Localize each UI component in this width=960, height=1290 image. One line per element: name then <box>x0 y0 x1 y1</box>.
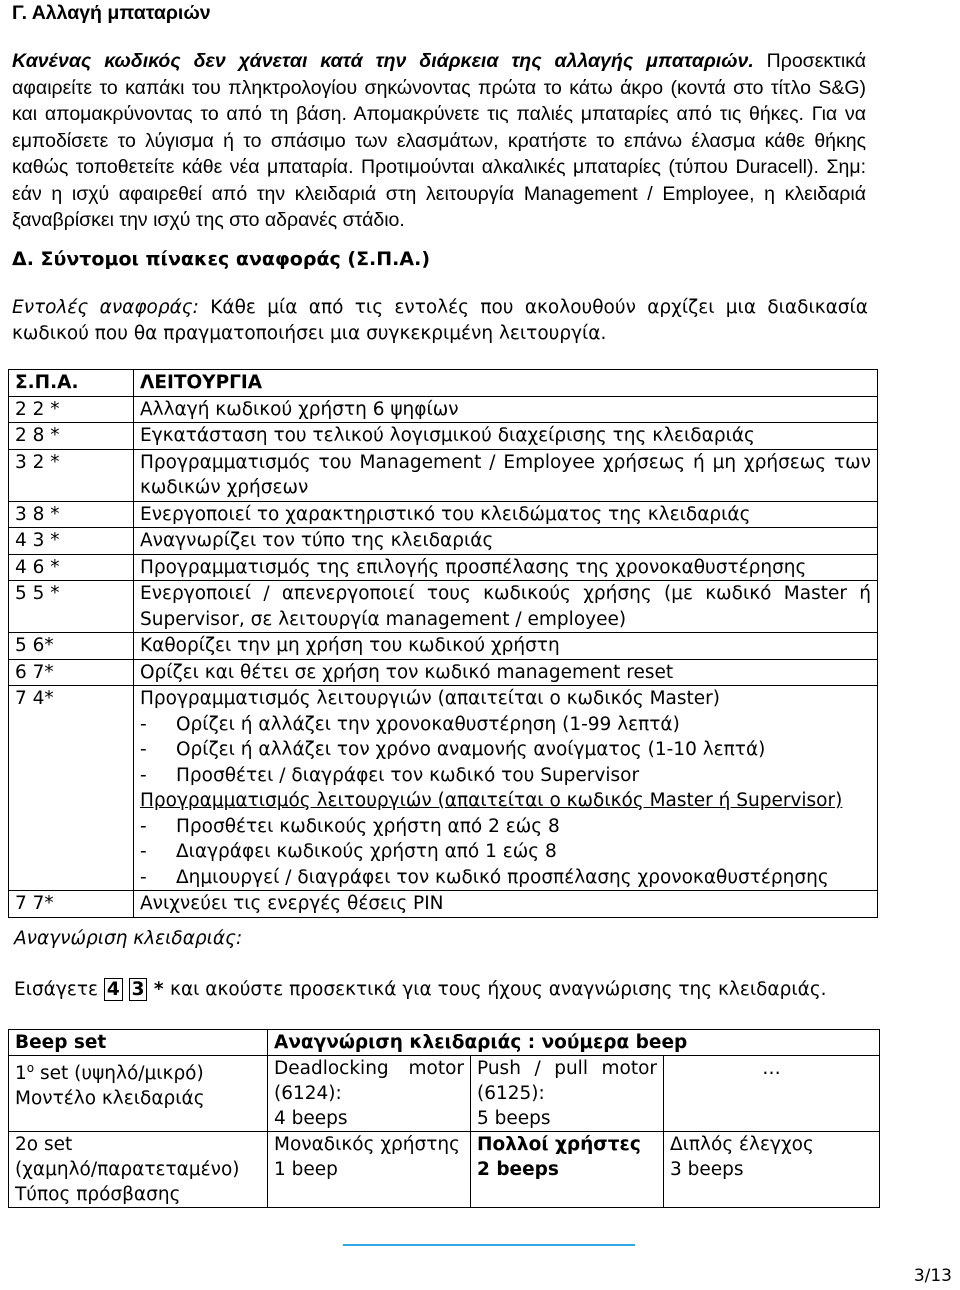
key-3: 3 <box>129 978 148 1001</box>
section-g-note: Σημ: εάν η ισχύ αφαιρεθεί από την κλειδαριά στη λειτουργία Management / Employee, η κλειδαριά ξαναβρίσκει την ισχύ της στο αδρανές στάδιο. <box>12 156 866 231</box>
list-item-text: Προσθέτει / διαγράφει τον κωδικό του Supervisor <box>176 764 640 786</box>
section-d-intro <box>12 295 868 347</box>
beep-set-1-sup: o <box>26 1061 35 1075</box>
spa-function: Ορίζει και θέτει σε χρήση τον κωδικό management reset <box>134 659 878 686</box>
section-d-intro-label: Εντολές αναφοράς: <box>12 297 199 318</box>
beep-set-2-type: (χαμηλό/παρατεταμένο) <box>15 1159 240 1180</box>
spa-function: Προγραμματισμός της επιλογής προσπέλασης της χρονοκαθυστέρησης <box>134 554 878 581</box>
beep-cell <box>471 1056 664 1132</box>
beep-cell: … <box>664 1056 880 1132</box>
beep-set-1-num: 1 <box>15 1063 27 1085</box>
beep-cell <box>664 1132 880 1208</box>
spa-code: 6 7* <box>9 659 134 686</box>
spa-code: 3 8 * <box>9 501 134 528</box>
list-dash: - <box>140 866 147 888</box>
beep-cell-line: Μοναδικός χρήστης <box>274 1134 460 1155</box>
table-row <box>9 501 878 528</box>
spa-function: Καθορίζει την μη χρήση του κωδικού χρήστη <box>134 633 878 660</box>
list-item <box>140 737 871 763</box>
beep-set-2-label: 2ο set <box>15 1134 73 1155</box>
spa-header-function: ΛΕΙΤΟΥΡΓΙΑ <box>134 370 878 397</box>
list-dash: - <box>140 815 147 837</box>
spa-code: 2 8 * <box>9 423 134 450</box>
section-d-intro-text: Κάθε μία από τις εντολές που ακολουθούν αρχίζει μια διαδικασία κωδικού που θα πραγματοποιήσει μια συγκεκριμένη λειτουργία. <box>12 297 868 344</box>
beep-header-set: Beep set <box>9 1030 268 1056</box>
list-dash: - <box>140 841 147 862</box>
list-item <box>140 839 871 865</box>
list-item-text: Διαγράφει κωδικούς χρήστη από 1 εώς 8 <box>176 841 557 862</box>
beep-set-1-label: set (υψηλό/μικρό) <box>34 1063 204 1085</box>
section-g-text: Προσεκτικά αφαιρείτε το καπάκι του πληκτρολογίου σηκώνοντας πρώτα το κάτω άκρο (κοντά στο τίτλο S&G) και απομακρύνοντας το από τη βάση. Απομακρύνετε τις παλιές μπαταρίες από τις θήκες. Για να εμποδίσετε το λύγισμα ή το σπάσιμο των ελασμάτων, κρατήστε το επάνω έλασμα κάθε θήκης καθώς τοποθετείτε κάθε νέα μπαταρία. Προτιμούνται αλκαλικές μπαταρίες (τύπου Duracell). <box>12 50 866 178</box>
beep-cell <box>268 1056 471 1132</box>
spa-code: 4 3 * <box>9 528 134 555</box>
list-item-text: Προσθέτει κωδικούς χρήστη από 2 εώς 8 <box>176 815 560 837</box>
spa-function: Αλλαγή κωδικού χρήστη 6 ψηφίων <box>134 396 878 423</box>
spa-function: Ενεργοποιεί το χαρακτηριστικό του κλειδώματος της κλειδαριάς <box>134 501 878 528</box>
beep-table <box>8 1029 880 1208</box>
recognition-title: Αναγνώριση κλειδαριάς: <box>14 928 243 949</box>
table-row <box>9 423 878 450</box>
spa-function-program <box>134 686 878 891</box>
list-dash: - <box>140 764 147 786</box>
spa-code: 3 2 * <box>9 449 134 501</box>
spa-code: 5 5 * <box>9 581 134 633</box>
spa-code: 4 6 * <box>9 554 134 581</box>
beep-cell-line: 4 beeps <box>274 1108 348 1129</box>
list-dash: - <box>140 739 147 760</box>
spa-function: Εγκατάσταση του τελικού λογισμικού διαχείρισης της κλειδαριάς <box>134 423 878 450</box>
list-item <box>140 814 871 840</box>
table-row <box>9 396 878 423</box>
spa-code: 7 4* <box>9 686 134 891</box>
beep-cell <box>471 1132 664 1208</box>
list-item-text: Ορίζει ή αλλάζει την χρονοκαθυστέρηση (1-99 λεπτά) <box>176 713 680 735</box>
spa-code: 5 6* <box>9 633 134 660</box>
spa-function: Αναγνωρίζει τον τύπο της κλειδαριάς <box>134 528 878 555</box>
table-row <box>9 581 878 633</box>
beep-cell <box>268 1132 471 1208</box>
list-item <box>140 763 871 789</box>
table-header-row <box>9 370 878 397</box>
table-row <box>9 659 878 686</box>
beep-cell-line: 5 beeps <box>477 1108 551 1129</box>
beep-cell-line: (6125): <box>477 1083 545 1104</box>
beep-header-recognition: Αναγνώριση κλειδαριάς : νούμερα beep <box>268 1030 880 1056</box>
section-g-paragraph <box>12 48 866 234</box>
spa-header-code: Σ.Π.Α. <box>9 370 134 397</box>
beep-cell-line: Deadlocking motor <box>274 1058 464 1079</box>
spa-function: Ενεργοποιεί / απενεργοποιεί τους κωδικούς χρήσης (με κωδικό Master ή Supervisor, σε λειτουργία management / employee) <box>134 581 878 633</box>
spa-code: 2 2 * <box>9 396 134 423</box>
list-item <box>140 712 871 738</box>
list-item <box>140 865 871 891</box>
section-d-title: Δ. Σύντομοι πίνακες αναφοράς (Σ.Π.Α.) <box>12 248 430 270</box>
beep-cell-line: (6124): <box>274 1083 342 1104</box>
table-row <box>9 1132 880 1208</box>
list-item-text: Δημιουργεί / διαγράφει τον κωδικό προσπέλασης χρονοκαθυστέρησης <box>176 866 829 888</box>
recognition-pre: Εισάγετε <box>14 979 104 1000</box>
beep-cell-line: Διπλός έλεγχος <box>670 1134 814 1155</box>
section-g-title: Γ. Αλλαγή μπαταριών <box>12 2 211 24</box>
recognition-instruction <box>14 978 827 1002</box>
table-row <box>9 449 878 501</box>
table-row <box>9 1056 880 1132</box>
beep-cell-line: Push / pull motor <box>477 1058 657 1079</box>
recognition-post: και ακούστε προσεκτικά για τους ήχους αναγνώρισης της κλειδαριάς. <box>170 979 827 1000</box>
program-title: Προγραμματισμός λειτουργιών (απαιτείται ο κωδικός Master) <box>140 688 720 709</box>
beep-set-2 <box>9 1132 268 1208</box>
list-item-text: Ορίζει ή αλλάζει τον χρόνο αναμονής ανοίγματος (1-10 λεπτά) <box>176 739 766 760</box>
beep-cell-line: 3 beeps <box>670 1159 744 1180</box>
table-row <box>9 686 878 891</box>
spa-table <box>8 369 878 918</box>
spa-code: 7 7* <box>9 891 134 918</box>
key-star: * <box>147 979 171 1000</box>
beep-set-2-desc: Τύπος πρόσβασης <box>15 1184 181 1205</box>
spa-function: Προγραμματισμός του Management / Employee χρήσεως ή μη χρήσεως των κωδικών χρήσεων <box>134 449 878 501</box>
page-number: 3/13 <box>913 1266 952 1286</box>
beep-cell-line: 1 beep <box>274 1159 338 1180</box>
beep-cell-line: 2 beeps <box>477 1159 559 1180</box>
program-subtitle: Προγραμματισμός λειτουργιών (απαιτείται ο κωδικός Master ή Supervisor) <box>140 790 843 811</box>
key-4: 4 <box>104 978 123 1001</box>
table-row <box>9 528 878 555</box>
section-g-lead: Κανένας κωδικός δεν χάνεται κατά την διάρκεια της αλλαγής μπαταριών. <box>12 50 754 72</box>
beep-set-1 <box>9 1056 268 1132</box>
table-header-row <box>9 1030 880 1056</box>
list-dash: - <box>140 713 147 735</box>
beep-cell-line: Πολλοί χρήστες <box>477 1134 641 1155</box>
table-row <box>9 891 878 918</box>
footer-divider <box>343 1244 635 1246</box>
table-row <box>9 633 878 660</box>
table-row <box>9 554 878 581</box>
beep-set-1-desc: Μοντέλο κλειδαριάς <box>15 1088 205 1110</box>
spa-function: Ανιχνεύει τις ενεργές θέσεις PIN <box>134 891 878 918</box>
